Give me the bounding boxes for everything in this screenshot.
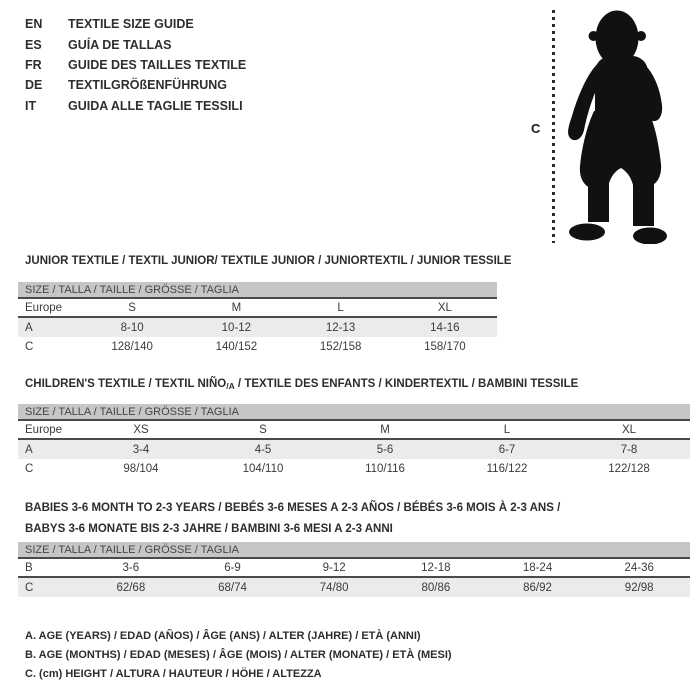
language-row-es bbox=[25, 34, 246, 54]
table-cell: 104/110 bbox=[242, 462, 284, 475]
table-cell: 140/152 bbox=[215, 340, 258, 353]
toddler-silhouette-image bbox=[558, 8, 668, 244]
note-height-cm: C. (cm) HEIGHT / ALTURA / HAUTEUR / HÖHE / ALTEZZA bbox=[25, 667, 322, 680]
section-title-line: BABIES 3-6 MONTH TO 2-3 YEARS / BEBÉS 3-6 MESES A 2-3 AÑOS / BÉBÉS 3-6 MOIS À 2-3 ANS / bbox=[25, 501, 561, 514]
table-cell: 74/80 bbox=[319, 581, 349, 594]
table-row-age bbox=[18, 440, 690, 459]
table-cell: 86/92 bbox=[523, 581, 552, 594]
language-title: GUIDA ALLE TAGLIE TESSILI bbox=[68, 98, 243, 113]
table-cell: 8-10 bbox=[120, 321, 144, 334]
table-row-europe bbox=[18, 299, 497, 318]
language-title: GUÍA DE TALLAS bbox=[68, 37, 172, 52]
row-label: C bbox=[25, 462, 34, 475]
table-cell: S bbox=[259, 423, 267, 436]
table-cell: 9-12 bbox=[322, 561, 346, 574]
language-title: TEXTILE SIZE GUIDE bbox=[68, 17, 194, 32]
language-row-de bbox=[25, 75, 246, 95]
table-cell: 7-8 bbox=[620, 443, 638, 456]
table-cell: 18-24 bbox=[522, 561, 553, 574]
language-code: EN bbox=[25, 17, 43, 32]
table-row-europe bbox=[18, 421, 690, 440]
language-row-en bbox=[25, 14, 246, 34]
table-cell: 12-18 bbox=[421, 561, 451, 574]
table-cell: 116/122 bbox=[486, 462, 528, 475]
babies-size-table bbox=[18, 542, 690, 597]
table-cell: 3-4 bbox=[132, 443, 150, 456]
language-code: ES bbox=[25, 37, 42, 52]
section-title-children bbox=[25, 377, 578, 391]
row-label: A bbox=[25, 321, 33, 334]
table-row-height bbox=[18, 578, 690, 597]
size-header-bar: SIZE / TALLA / TAILLE / GRÖSSE / TAGLIA bbox=[18, 404, 690, 421]
language-code: FR bbox=[25, 57, 42, 72]
children-size-table bbox=[18, 404, 690, 478]
note-age-years: A. AGE (YEARS) / EDAD (AÑOS) / ÂGE (ANS) / ALTER (JAHRE) / ETÀ (ANNI) bbox=[25, 629, 421, 642]
table-cell: 152/158 bbox=[319, 340, 362, 353]
junior-size-table bbox=[18, 282, 497, 356]
table-cell: 6-7 bbox=[498, 443, 516, 456]
row-label: Europe bbox=[25, 423, 63, 436]
table-cell: 92/98 bbox=[624, 581, 654, 594]
table-row-height bbox=[18, 459, 690, 478]
table-cell: XL bbox=[621, 423, 637, 436]
table-cell: 128/140 bbox=[111, 340, 153, 353]
table-cell: 62/68 bbox=[116, 581, 146, 594]
table-cell: 158/170 bbox=[424, 340, 466, 353]
section-title-text: CHILDREN'S TEXTILE / TEXTIL NIÑO bbox=[25, 378, 227, 390]
table-row-age bbox=[18, 318, 497, 337]
language-row-it bbox=[25, 96, 246, 116]
section-title-text: / TEXTILE DES ENFANTS / KINDERTEXTIL / BAMBINI TESSILE bbox=[234, 378, 579, 390]
table-cell: XS bbox=[133, 423, 149, 436]
table-cell: M bbox=[380, 423, 390, 436]
section-title-line: BABYS 3-6 MONATE BIS 2-3 JAHRE / BAMBINI 3-6 MESI A 2-3 ANNI bbox=[25, 522, 393, 535]
note-age-months: B. AGE (MONTHS) / EDAD (MESES) / ÂGE (MOIS) / ALTER (MONATE) / ETÀ (MESI) bbox=[25, 648, 452, 661]
legend-notes bbox=[25, 626, 452, 683]
language-title: GUIDE DES TAILLES TEXTILE bbox=[68, 57, 247, 72]
table-cell: 24-36 bbox=[624, 561, 654, 574]
table-cell: 6-9 bbox=[224, 561, 241, 574]
language-code: IT bbox=[25, 98, 37, 113]
row-label: A bbox=[25, 443, 33, 456]
language-row-fr bbox=[25, 55, 246, 75]
table-cell: 10-12 bbox=[221, 321, 252, 334]
table-cell: 5-6 bbox=[376, 443, 394, 456]
language-code: DE bbox=[25, 78, 43, 93]
table-cell: M bbox=[231, 301, 242, 314]
table-cell: 3-6 bbox=[122, 561, 140, 574]
table-cell: XL bbox=[437, 301, 452, 314]
table-cell: 4-5 bbox=[254, 443, 272, 456]
height-measure-label: C bbox=[531, 121, 541, 136]
table-cell: 14-16 bbox=[430, 321, 460, 334]
table-cell: 110/116 bbox=[365, 462, 405, 475]
size-header-bar: SIZE / TALLA / TAILLE / GRÖSSE / TAGLIA bbox=[18, 542, 690, 559]
size-header-bar: SIZE / TALLA / TAILLE / GRÖSSE / TAGLIA bbox=[18, 282, 497, 299]
table-cell: 80/86 bbox=[421, 581, 451, 594]
row-label: Europe bbox=[25, 301, 63, 314]
section-title-babies bbox=[25, 497, 560, 539]
table-cell: 122/128 bbox=[608, 462, 650, 475]
row-label: B bbox=[25, 561, 33, 574]
table-cell: S bbox=[128, 301, 136, 314]
height-measure-line bbox=[552, 10, 555, 243]
section-title-junior: JUNIOR TEXTILE / TEXTIL JUNIOR/ TEXTILE JUNIOR / JUNIORTEXTIL / JUNIOR TESSILE bbox=[25, 255, 512, 267]
row-label: C bbox=[25, 340, 34, 353]
table-cell: L bbox=[337, 301, 344, 314]
row-label: C bbox=[25, 581, 34, 594]
table-cell: 12-13 bbox=[325, 321, 356, 334]
table-cell: 98/104 bbox=[123, 462, 159, 475]
table-row-height bbox=[18, 337, 497, 356]
table-cell: 68/74 bbox=[218, 581, 247, 594]
language-list bbox=[25, 14, 246, 116]
table-cell: L bbox=[503, 423, 511, 436]
table-row-months bbox=[18, 559, 690, 578]
section-title-subscript: /A bbox=[226, 381, 235, 391]
language-title: TEXTILGRÖßENFÜHRUNG bbox=[68, 78, 228, 93]
